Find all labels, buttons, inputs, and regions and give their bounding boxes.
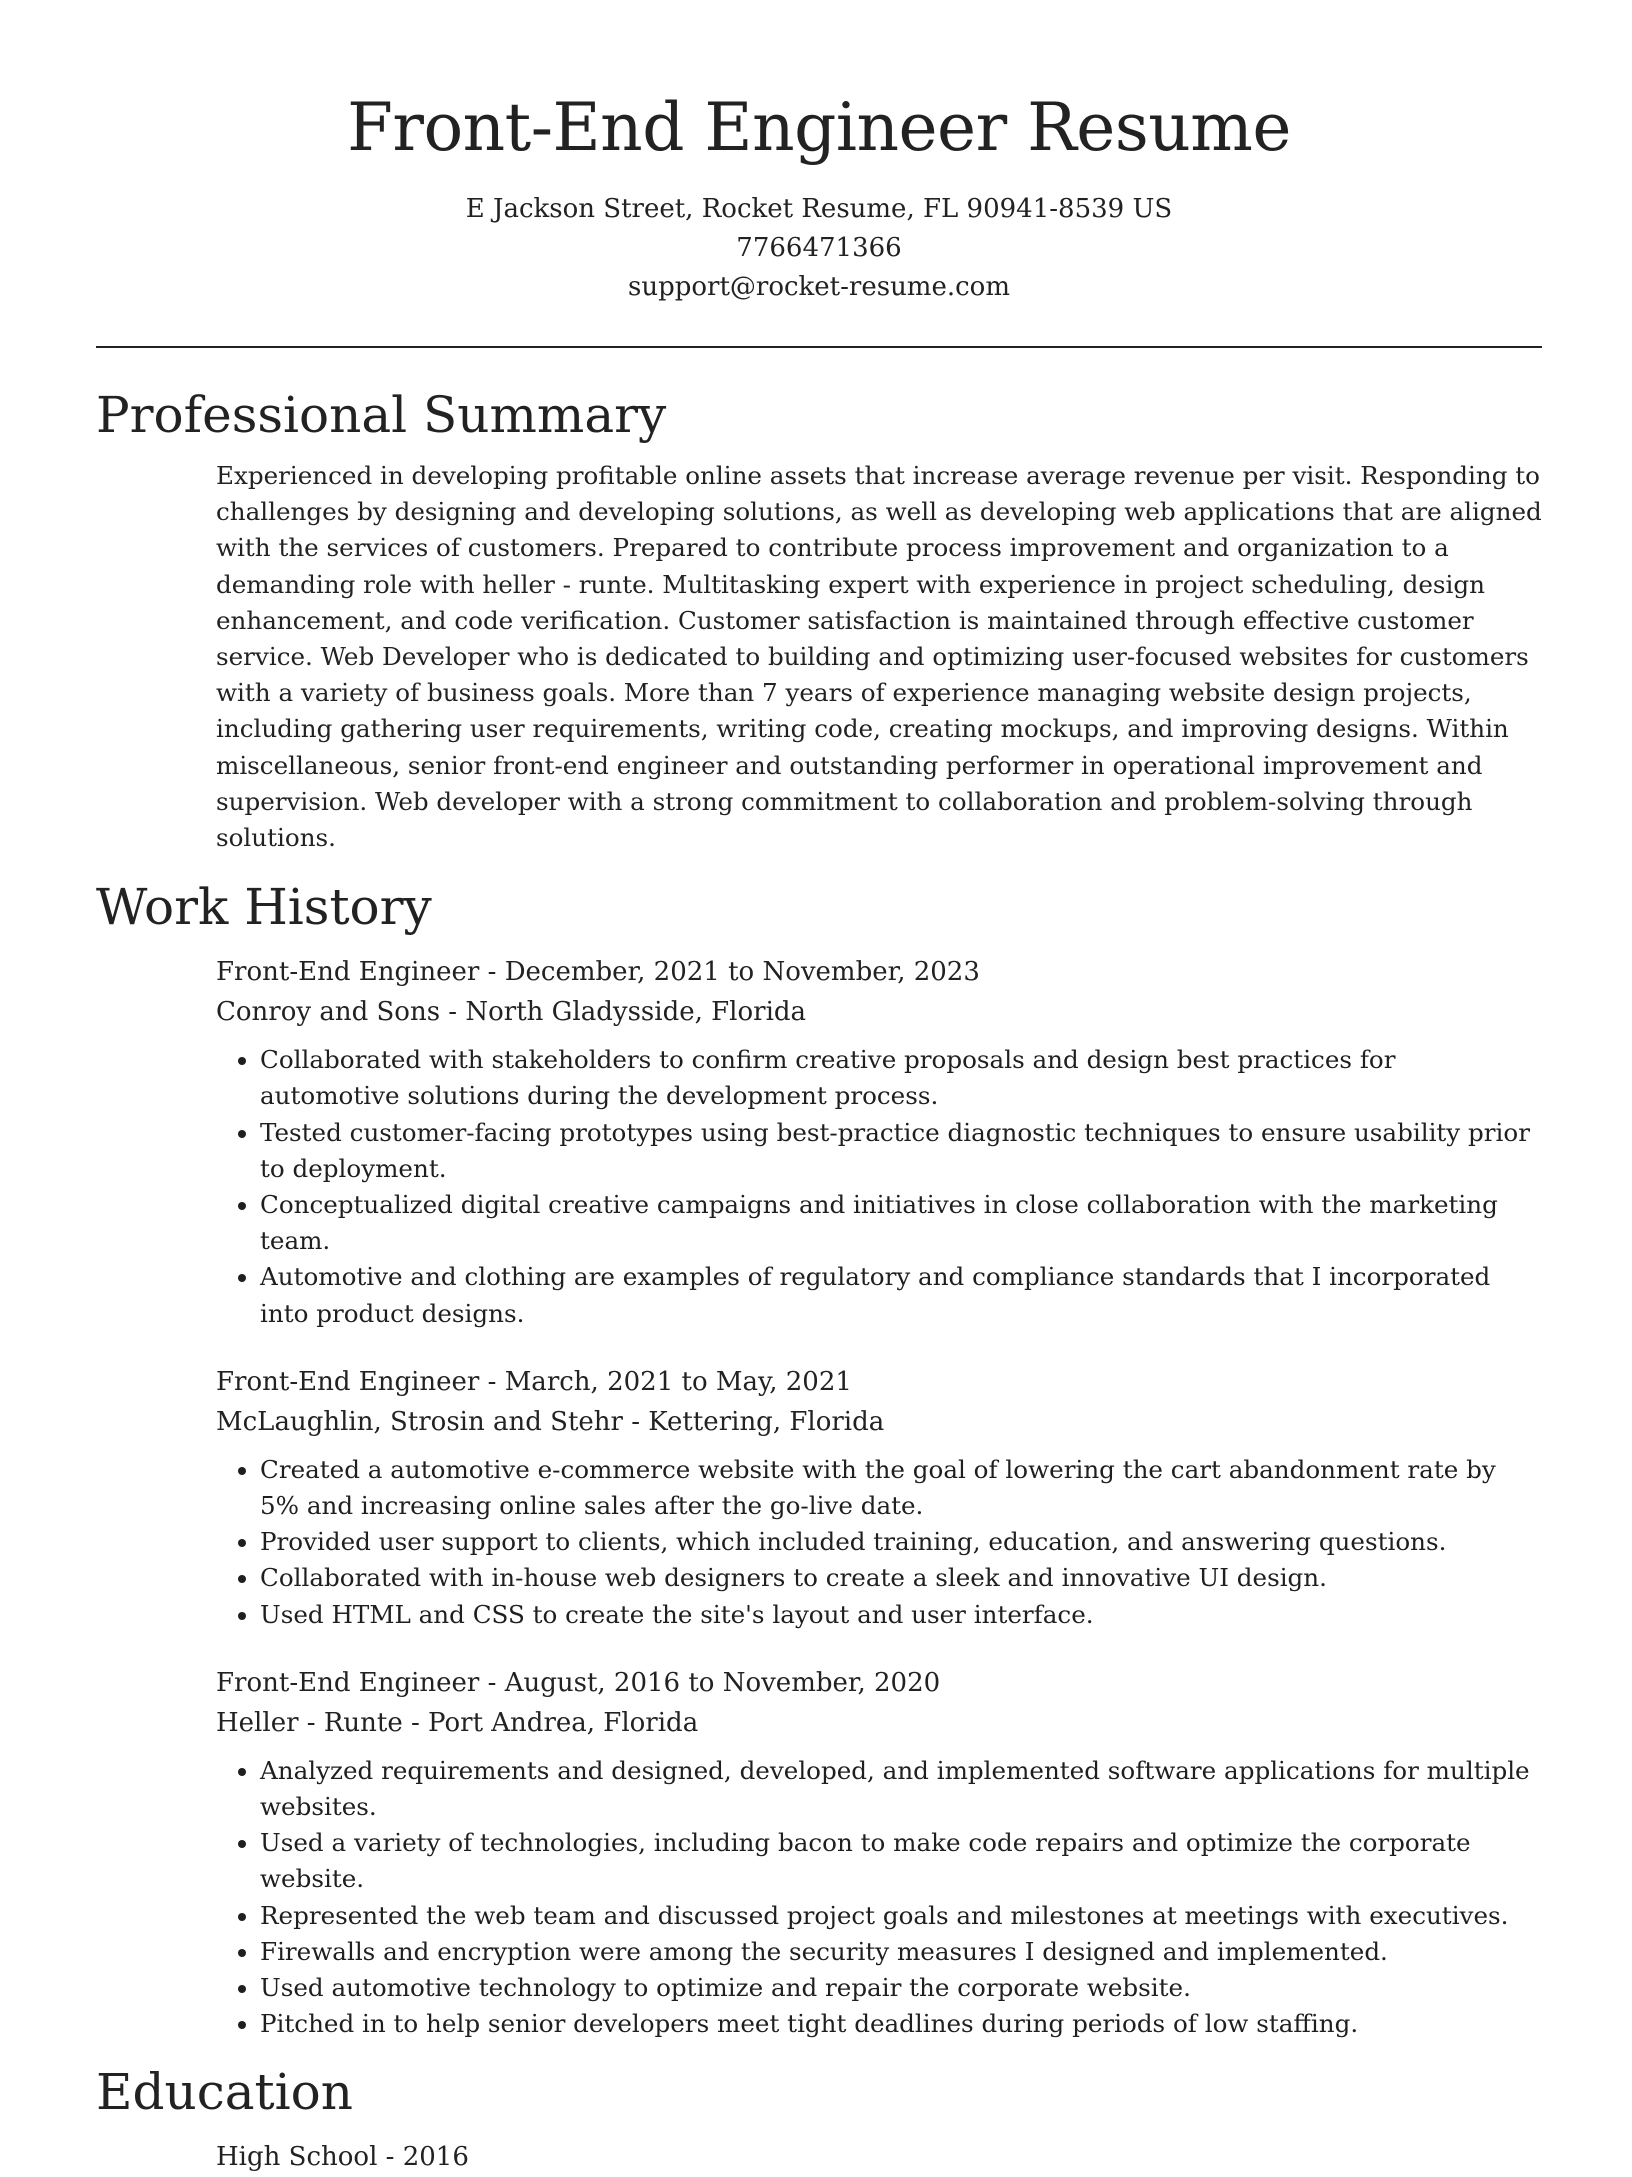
job-bullet: • Provided user support to clients, which included training, education, and answering questions. [260, 1524, 1542, 1560]
job-bullet: • Used a variety of technologies, including bacon to make code repairs and optimize the corporate website. [260, 1825, 1542, 1897]
education-year: - 2016 [377, 2141, 469, 2172]
job-company: Conroy and Sons [216, 997, 441, 1028]
job-entry [216, 1362, 1542, 1633]
education-section [96, 2061, 1542, 2177]
education-degree: High School [216, 2141, 378, 2172]
job-company: McLaughlin, Strosin and Stehr [216, 1406, 623, 1437]
job-title-line [216, 952, 1542, 992]
job-entry [216, 952, 1542, 1332]
job-bullet: • Created a automotive e-commerce website with the goal of lowering the cart abandonment rate by 5% and increasing online sales after the go-live date. [260, 1452, 1542, 1524]
contact-phone: 7766471366 [736, 233, 902, 263]
job-bullet: • Collaborated with stakeholders to confirm creative proposals and design best practices for automotive solutions during the development process. [260, 1042, 1542, 1114]
job-title: Front-End Engineer [216, 1667, 480, 1698]
job-location: - Kettering, Florida [622, 1406, 885, 1437]
job-bullet: • Collaborated with in-house web designers to create a sleek and innovative UI design. [260, 1560, 1542, 1596]
contact-block [96, 190, 1542, 307]
job-bullets [216, 1452, 1542, 1633]
job-dates: - December, 2021 to November, 2023 [479, 957, 980, 988]
work-history-heading: Work History [96, 878, 432, 937]
job-bullets [216, 1753, 1542, 2043]
contact-address: E Jackson Street, Rocket Resume, FL 90941-8539 US [465, 194, 1173, 224]
job-entry [216, 1663, 1542, 2043]
education-heading: Education [96, 2062, 353, 2121]
summary-text: Experienced in developing profitable online assets that increase average revenue per visit. Responding to challenges by designing and developing solutions, as well as developing web applications that are aligned with the services of customers. Prepared to contribute process improvement and organization to a demanding role with heller - runte. Multitasking expert with experience in project scheduling, design enhancement, and code verification. Customer satisfaction is maintained through effective customer service. Web Developer who is dedicated to building and optimizing user-focused websites for customers with a variety of business goals. More than 7 years of experience managing website design projects, including gathering user requirements, writing code, creating mockups, and improving designs. Within miscellaneous, senior front-end engineer and outstanding performer in operational improvement and supervision. Web developer with a strong commitment to collaboration and problem-solving through solutions. [216, 461, 1542, 853]
job-company: Heller - Runte [216, 1707, 403, 1738]
job-location: - North Gladysside, Florida [440, 997, 807, 1028]
job-bullet: • Automotive and clothing are examples of regulatory and compliance standards that I incorporated into product designs. [260, 1259, 1542, 1331]
job-bullet: • Analyzed requirements and designed, developed, and implemented software applications for multiple websites. [260, 1753, 1542, 1825]
job-title: Front-End Engineer [216, 957, 480, 988]
job-bullet: • Used automotive technology to optimize and repair the corporate website. [260, 1970, 1542, 2006]
job-bullets [216, 1042, 1542, 1332]
job-bullet: • Represented the web team and discussed project goals and milestones at meetings with executives. [260, 1898, 1542, 1934]
job-location: - Port Andrea, Florida [402, 1707, 699, 1738]
job-bullet: • Firewalls and encryption were among the security measures I designed and implemented. [260, 1934, 1542, 1970]
summary-section [96, 384, 1542, 856]
job-company-line [216, 1703, 1542, 1743]
header-divider [96, 346, 1542, 348]
work-history-section [96, 876, 1542, 2042]
summary-heading: Professional Summary [96, 386, 667, 444]
job-dates: - August, 2016 to November, 2020 [479, 1667, 941, 1698]
resume-title: Front-End Engineer Resume [347, 89, 1291, 166]
job-bullet: • Pitched in to help senior developers meet tight deadlines during periods of low staffing. [260, 2006, 1542, 2042]
job-title: Front-End Engineer [216, 1366, 480, 1397]
job-company-line [216, 1402, 1542, 1442]
job-company-line [216, 992, 1542, 1032]
job-title-line [216, 1362, 1542, 1402]
contact-email: support@rocket-resume.com [627, 272, 1010, 302]
education-entry [216, 2137, 1542, 2177]
resume-page [96, 0, 1542, 2177]
job-dates: - March, 2021 to May, 2021 [479, 1366, 852, 1397]
job-title-line [216, 1663, 1542, 1703]
job-bullet: • Used HTML and CSS to create the site's layout and user interface. [260, 1597, 1542, 1633]
job-bullet: • Tested customer-facing prototypes using best-practice diagnostic techniques to ensure usability prior to deployment. [260, 1115, 1542, 1187]
job-bullet: • Conceptualized digital creative campaigns and initiatives in close collaboration with the marketing team. [260, 1187, 1542, 1259]
